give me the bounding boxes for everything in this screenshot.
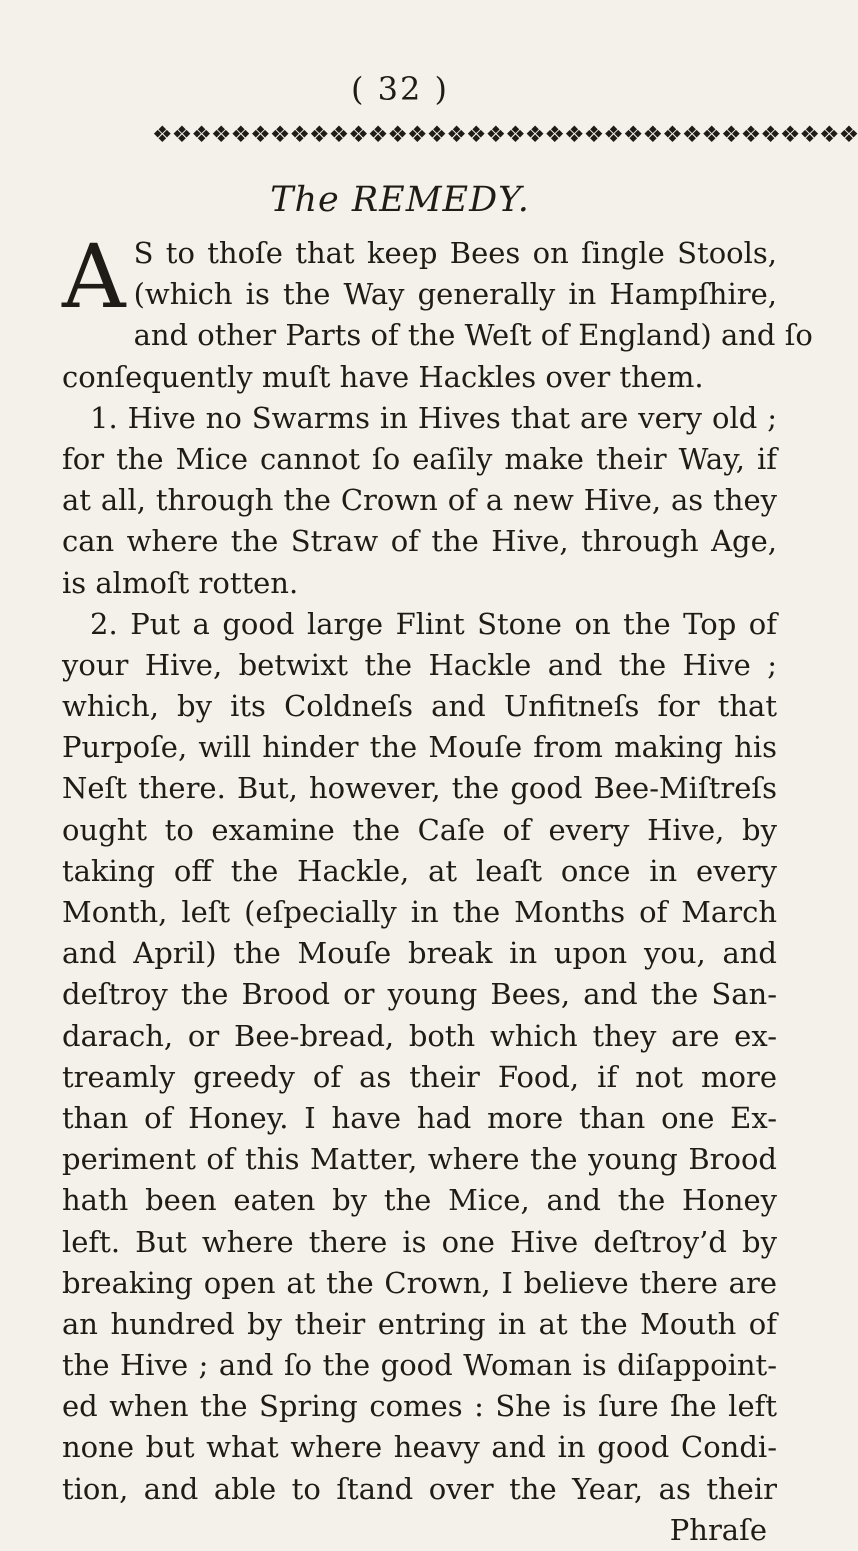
text-line: none but what where heavy and in good Condi- xyxy=(62,1430,777,1465)
ornamental-rule: ❖❖❖❖❖❖❖❖❖❖❖❖❖❖❖❖❖❖❖❖❖❖❖❖❖❖❖❖❖❖❖❖❖❖❖❖ xyxy=(152,122,858,148)
text-line: left. But where there is one Hive deſtroy’d by xyxy=(62,1224,777,1259)
text-line: conſequently muſt have Hackles over them. xyxy=(62,359,704,394)
text-line: your Hive, betwixt the Hackle and the Hive ; xyxy=(62,647,777,682)
text-line: the Hive ; and ſo the good Woman is diſappoint- xyxy=(62,1348,777,1383)
section-title: The REMEDY. xyxy=(270,180,530,220)
text-line: at all, through the Crown of a new Hive, as they xyxy=(62,483,777,518)
text-line: treamly greedy of as their Food, if not more xyxy=(62,1059,777,1094)
text-line: an hundred by their entring in at the Mouth of xyxy=(62,1306,777,1341)
text-line: is almoſt rotten. xyxy=(62,565,299,600)
body-text xyxy=(62,225,813,1551)
text-line: ought to examine the Caſe of every Hive, by xyxy=(62,812,777,847)
text-line: for the Mice cannot ſo eaſily make their Way, if xyxy=(62,441,777,476)
text-line: (which is the Way generally in Hampſhire, xyxy=(133,277,777,312)
text-line: breaking open at the Crown, I believe there are xyxy=(62,1265,777,1300)
text-line: can where the Straw of the Hive, through Age, xyxy=(62,524,777,559)
text-line: ed when the Spring comes : She is ſure ſhe left xyxy=(62,1389,777,1424)
text-line: taking off the Hackle, at leaſt once in every xyxy=(62,853,777,888)
page-number: ( 32 ) xyxy=(350,70,450,108)
text-line: periment of this Matter, where the young Brood xyxy=(62,1142,777,1177)
text-line: 2. Put a good large Flint Stone on the Top of xyxy=(90,606,777,641)
text-line: deſtroy the Brood or young Bees, and the San- xyxy=(62,977,777,1012)
text-line: and other Parts of the Weſt of England) and ſo xyxy=(133,318,813,353)
text-line: Neſt there. But, however, the good Bee-Miſtreſs xyxy=(62,771,777,806)
text-line: S to thoſe that keep Bees on ſingle Stools, xyxy=(133,236,777,270)
catchword: Phraſe xyxy=(669,1512,767,1547)
text-line: darach, or Bee-bread, both which they are ex- xyxy=(62,1018,777,1053)
text-line: tion, and able to ſtand over the Year, as their xyxy=(62,1471,777,1506)
text-line: which, by its Coldneſs and Unfitneſs for that xyxy=(62,689,777,724)
text-line: hath been eaten by the Mice, and the Honey xyxy=(62,1183,777,1218)
text-line: Month, leſt (eſpecially in the Months of March xyxy=(62,895,777,929)
text-line: and April) the Mouſe break in upon you, and xyxy=(62,936,777,971)
text-line: than of Honey. I have had more than one Ex- xyxy=(62,1100,777,1135)
text-line: Purpoſe, will hinder the Mouſe from making his xyxy=(62,730,777,765)
text-line: 1. Hive no Swarms in Hives that are very old ; xyxy=(90,400,777,435)
drop-cap: A xyxy=(62,225,126,328)
